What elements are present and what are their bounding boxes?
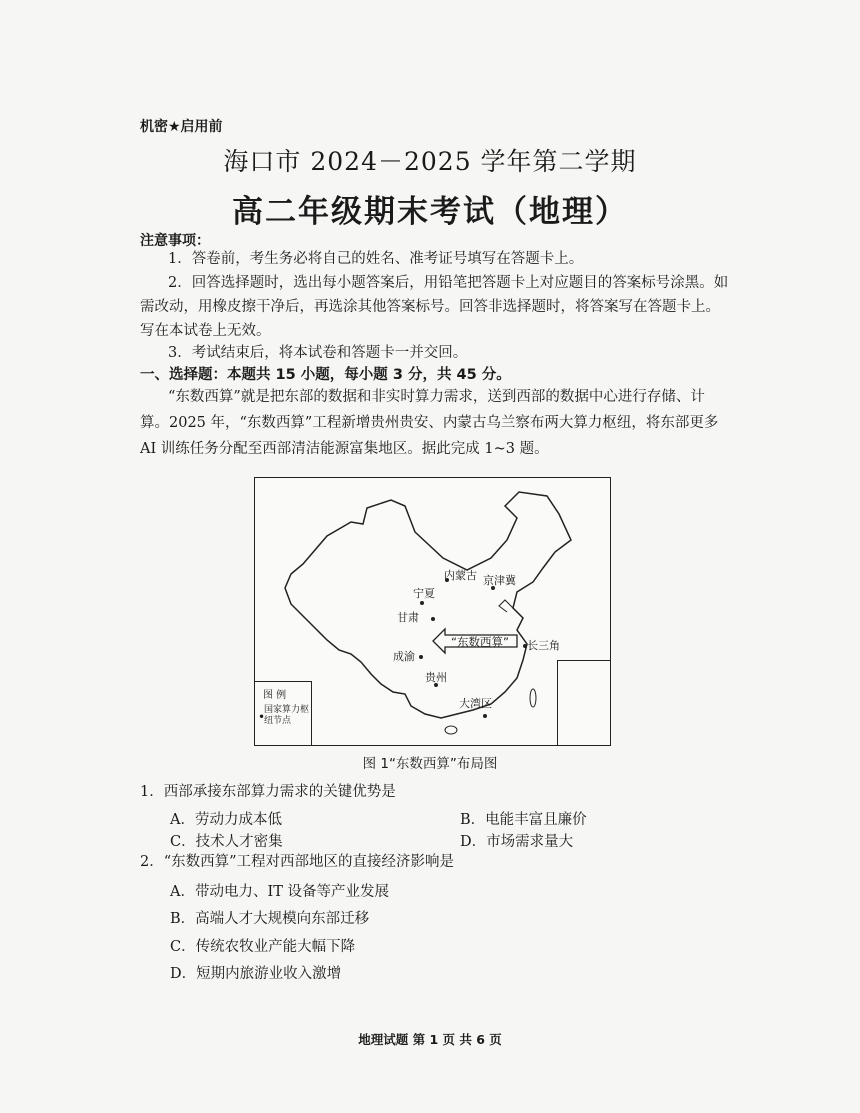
- china-map-figure: [254, 477, 611, 746]
- taiwan-island: [530, 689, 536, 707]
- confidential-mark: 机密★启用前: [140, 119, 223, 135]
- map-label-chengyu: 成渝: [393, 650, 415, 663]
- question-2-option-b: B．高端人才大规模向东部迁移: [170, 911, 370, 927]
- page-footer: 地理试题 第 1 页 共 6 页: [358, 1032, 502, 1047]
- legend-item-label: 国家算力枢纽节点: [264, 705, 310, 726]
- node-dot-gansu: [431, 617, 435, 621]
- node-dot-ningxia: [420, 601, 424, 605]
- map-label-changsanjiao: 长三角: [527, 639, 560, 652]
- node-dot-chengyu: [419, 655, 423, 659]
- question-2-stem: 2．“东数西算”工程对西部地区的直接经济影响是: [140, 854, 455, 870]
- notice-item-3: 3．考试结束后，将本试卷和答题卡一并交回。: [168, 345, 468, 361]
- question-2-option-c: C．传统农牧业产能大幅下降: [170, 939, 356, 955]
- notice-item-2: 2．回答选择题时，选出每小题答案后，用铅笔把答题卡上对应题目的答案标号涂黑。如需改动，用橡皮擦干净后，再选涂其他答案标号。回答非选择题时，将答案写在答题卡上。写在本试卷上无效。: [140, 275, 729, 339]
- question-1-option-b: B．电能丰富且廉价: [460, 812, 587, 828]
- question-1-option-d: D．市场需求量大: [460, 834, 574, 850]
- exam-title-line2: 高二年级期末考试（地理）: [232, 194, 628, 230]
- map-label-dawanqu: 大湾区: [459, 697, 492, 710]
- yellow-sea-coast: [499, 600, 513, 612]
- map-label-jingjinji: 京津冀: [483, 574, 516, 587]
- notice-item-1: 1．答卷前，考生务必将自己的姓名、准考证号填写在答题卡上。: [168, 251, 584, 267]
- question-1-option-c: C．技术人才密集: [170, 834, 283, 850]
- question-1-stem: 1．西部承接东部算力需求的关键优势是: [140, 784, 396, 800]
- node-dot-dawanqu: [483, 714, 487, 718]
- question-2-option-a: A．带动电力、IT 设备等产业发展: [170, 884, 389, 900]
- notice-heading: 注意事项：: [140, 233, 210, 249]
- question-1-option-a: A．劳动力成本低: [170, 812, 282, 828]
- hainan-island: [445, 726, 457, 734]
- map-label-ningxia: 宁夏: [413, 587, 435, 600]
- map-label-guizhou: 贵州: [425, 671, 447, 684]
- section-intro: “东数西算”就是把东部的数据和非实时算力需求，送到西部的数据中心进行存储、计算。2025 年，“东数西算”工程新增贵州贵安、内蒙古乌兰察布两大算力枢纽，将东部更多 AI 训练任务分配至西部清洁能源富集地区。据此完成 1~3 题。: [140, 389, 719, 457]
- map-label-arrow: “东数西算”: [451, 635, 509, 649]
- question-2-option-d: D．短期内旅游业收入激增: [170, 966, 342, 982]
- legend-dot-icon: •: [258, 710, 266, 724]
- exam-title-line1: 海口市 2024－2025 学年第二学期: [223, 147, 637, 176]
- section-heading: 一、选择题：本题共 15 小题，每小题 3 分，共 45 分。: [140, 367, 511, 383]
- legend-title: 图 例: [263, 690, 287, 701]
- figure-caption: 图 1“东数西算”布局图: [362, 756, 498, 772]
- map-label-neimenggu: 内蒙古: [444, 569, 477, 582]
- map-legend: [255, 681, 312, 745]
- map-label-gansu: 甘肃: [397, 611, 419, 624]
- south-china-sea-inset: [557, 660, 610, 745]
